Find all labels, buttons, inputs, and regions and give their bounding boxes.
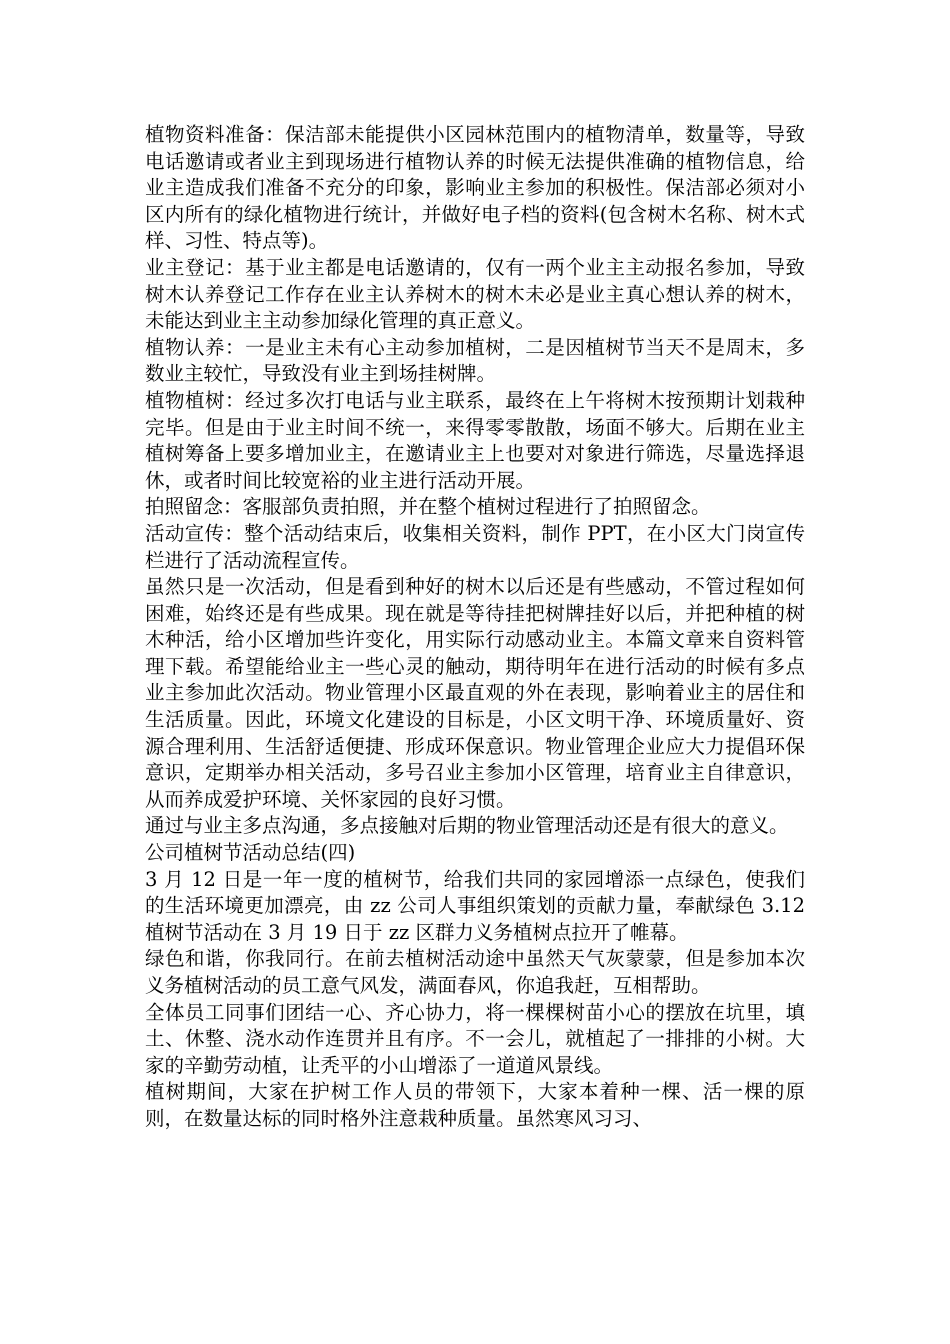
paragraph-planting-period: 植树期间，大家在护树工作人员的带领下，大家本着种一棵、活一棵的原则，在数量达标的同时格外注意栽种质量。虽然寒风习习、 <box>145 1080 805 1130</box>
paragraph-plant-materials: 植物资料准备：保洁部未能提供小区园林范围内的植物清单，数量等，导致电话邀请或者业主到现场进行植物认养的时候无法提供准确的植物信息，给业主造成我们准备不充分的印象，影响业主参加的积极性。保洁部必须对小区内所有的绿化植物进行统计，并做好电子档的资料(包含树木名称、树木式样、习性、特点等)。 <box>145 123 805 253</box>
paragraph-photos: 拍照留念：客服部负责拍照，并在整个植树过程进行了拍照留念。 <box>145 495 711 519</box>
paragraph-green-harmony: 绿色和谐，你我同行。在前去植树活动途中虽然天气灰蒙蒙，但是参加本次义务植树活动的员工意气风发，满面春风，你追我赶，互相帮助。 <box>145 947 805 997</box>
paragraph-reflection: 虽然只是一次活动，但是看到种好的树木以后还是有些感动，不管过程如何困难，始终还是有些成果。现在就是等待挂把树牌挂好以后，并把种植的树木种活，给小区增加些许变化，用实际行动感动业主。本篇文章来自资料管理下载。希望能给业主一些心灵的触动，期待明年在进行活动的时候有多点业主参加此次活动。物业管理小区最直观的外在表现，影响着业主的居住和生活质量。因此，环境文化建设的目标是，小区文明干净、环境质量好、资源合理利用、生活舒适便捷、形成环保意识。物业管理企业应大力提倡环保意识，定期举办相关活动，多号召业主参加小区管理，培育业主自律意识，从而养成爱护环境、关怀家园的良好习惯。 <box>145 575 805 811</box>
paragraph-teamwork: 全体员工同事们团结一心、齐心协力，将一棵棵树苗小心的摆放在坑里，填土、休整、浇水动作连贯并且有序。不一会儿，就植起了一排排的小树。大家的辛勤劳动植，让秃平的小山增添了一道道风景线。 <box>145 1000 805 1077</box>
paragraph-plant-adoption: 植物认养：一是业主未有心主动参加植树，二是因植树节当天不是周末，多数业主较忙，导致没有业主到场挂树牌。 <box>145 335 805 386</box>
paragraph-arbor-day-intro: 3 月 12 日是一年一度的植树节，给我们共同的家园增添一点绿色，使我们的生活环境更加漂亮，由 zz 公司人事组织策划的贡献力量，奉献绿色 3.12 植树节活动在 3 月 19 日于 zz 区群力义务植树点拉开了帷幕。 <box>145 867 805 944</box>
document-body <box>145 122 805 1133</box>
paragraph-publicity: 活动宣传：整个活动结束后，收集相关资料，制作 PPT，在小区大门岗宣传栏进行了活动流程宣传。 <box>145 521 805 572</box>
paragraph-owner-registration: 业主登记：基于业主都是电话邀请的，仅有一两个业主主动报名参加，导致树木认养登记工作存在业主认养树木的树木未必是业主真心想认养的树木，未能达到业主主动参加绿化管理的真正意义。 <box>145 255 805 333</box>
paragraph-tree-planting: 植物植树：经过多次打电话与业主联系，最终在上午将树木按预期计划栽种完毕。但是由于业主时间不统一，来得零零散散，场面不够大。后期在业主植树筹备上要多增加业主，在邀请业主上也要对对象进行筛选，尽量选择退休，或者时间比较宽裕的业主进行活动开展。 <box>145 388 805 492</box>
paragraph-communication: 通过与业主多点沟通，多点接触对后期的物业管理活动还是有很大的意义。 <box>145 814 789 838</box>
section-heading: 公司植树节活动总结(四) <box>145 841 356 865</box>
